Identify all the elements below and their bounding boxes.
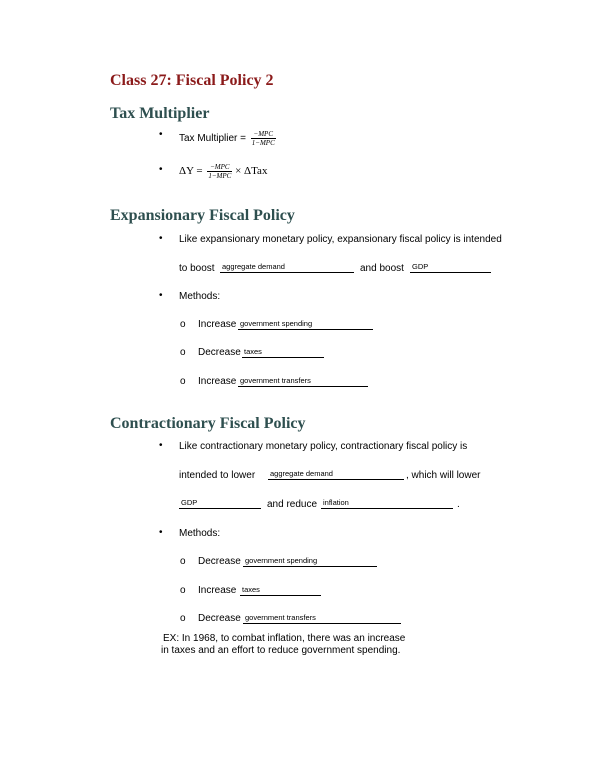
contractionary-blank-2: GDP <box>179 497 261 509</box>
contractionary-line3-end: . <box>457 499 460 510</box>
delta-y-fraction <box>207 163 232 180</box>
method-verb: Decrease <box>198 347 241 358</box>
delta-y-suffix: × ΔTax <box>235 165 268 178</box>
methods-label: Methods: <box>179 528 221 539</box>
method-verb: Increase <box>198 585 237 596</box>
tax-multiplier-fraction <box>251 130 276 147</box>
method-verb: Increase <box>198 376 237 387</box>
method-verb: Decrease <box>198 613 241 624</box>
method-verb: Decrease <box>198 556 241 567</box>
fraction-denominator: 1−MPC <box>208 172 232 180</box>
fraction-denominator: 1−MPC <box>251 139 275 147</box>
method-answer: government spending <box>243 555 377 567</box>
contractionary-line2-a: intended to lower <box>179 470 256 481</box>
expansionary-blank-2: GDP <box>410 261 491 273</box>
contractionary-blank-1: aggregate demand <box>268 468 404 480</box>
fraction-numerator: −MPC <box>251 130 276 139</box>
contractionary-line3-b: and reduce <box>267 499 318 510</box>
contractionary-line2-b: , which will lower <box>406 470 481 481</box>
sub-bullet-marker: o <box>180 376 186 387</box>
method-answer: government spending <box>238 318 373 330</box>
expansionary-line2-b: and boost <box>360 263 404 274</box>
method-answer: taxes <box>240 584 321 596</box>
example-note <box>161 633 405 657</box>
expansionary-blank-1: aggregate demand <box>220 261 354 273</box>
method-answer: government transfers <box>243 612 401 624</box>
method-answer: government transfers <box>238 375 368 387</box>
sub-bullet-marker: o <box>180 556 186 567</box>
method-verb: Increase <box>198 319 237 330</box>
expansionary-line1: Like expansionary monetary policy, expansionary fiscal policy is intended <box>179 234 502 245</box>
example-line-1: EX: In 1968, to combat inflation, there was an increase <box>163 633 406 644</box>
fraction-numerator: −MPC <box>207 163 232 172</box>
tax-multiplier-heading: Tax Multiplier <box>110 105 210 122</box>
delta-y-prefix: ΔY = <box>179 165 203 178</box>
sub-bullet-marker: o <box>180 319 186 330</box>
sub-bullet-marker: o <box>180 613 186 624</box>
example-line-2: in taxes and an effort to reduce government spending. <box>161 645 401 656</box>
expansionary-heading: Expansionary Fiscal Policy <box>110 207 295 224</box>
sub-bullet-marker: o <box>180 585 186 596</box>
tax-multiplier-label: Tax Multiplier = <box>179 133 246 145</box>
sub-bullet-marker: o <box>180 347 186 358</box>
expansionary-line2-a: to boost <box>179 263 215 274</box>
contractionary-line1: Like contractionary monetary policy, contractionary fiscal policy is <box>179 441 468 452</box>
methods-label: Methods: <box>179 291 221 302</box>
method-answer: taxes <box>242 346 324 358</box>
contractionary-heading: Contractionary Fiscal Policy <box>110 415 306 432</box>
contractionary-blank-3: inflation <box>321 497 453 509</box>
page-title: Class 27: Fiscal Policy 2 <box>110 72 274 89</box>
